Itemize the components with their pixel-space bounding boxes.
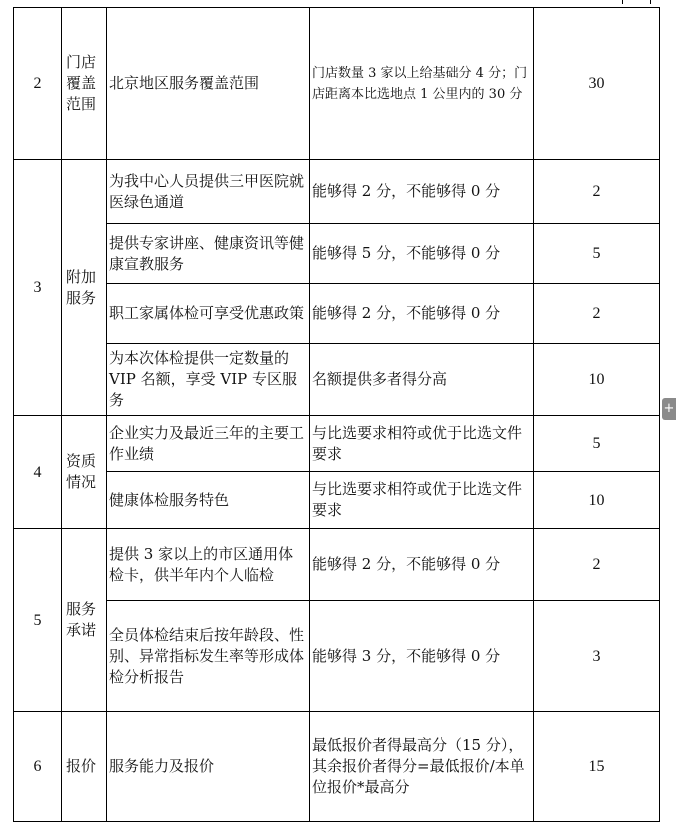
item-cell: 服务能力及报价	[107, 712, 310, 822]
score-cell: 2	[534, 529, 660, 601]
score-cell: 5	[534, 416, 660, 472]
table-row	[14, 712, 660, 822]
expand-plus-icon[interactable]: +	[662, 398, 676, 420]
table-row	[14, 8, 660, 160]
table-row	[14, 416, 660, 472]
table-row	[14, 284, 660, 344]
criteria-cell: 与比选要求相符或优于比选文件要求	[310, 472, 534, 529]
category-cell: 资质情况	[62, 416, 107, 529]
criteria-cell: 能够得 2 分，不能够得 0 分	[310, 160, 534, 224]
criteria-cell: 能够得 2 分，不能够得 0 分	[310, 284, 534, 344]
row-number: 2	[14, 8, 62, 160]
criteria-cell: 能够得 2 分，不能够得 0 分	[310, 529, 534, 601]
criteria-cell: 最低报价者得最高分（15 分），其余报价者得分=最低报价/本单位报价*最高分	[310, 712, 534, 822]
category-cell: 服务承诺	[62, 529, 107, 712]
scoring-table	[13, 7, 660, 822]
criteria-cell: 能够得 5 分，不能够得 0 分	[310, 224, 534, 284]
item-cell: 职工家属体检可享受优惠政策	[107, 284, 310, 344]
table-row	[14, 160, 660, 224]
criteria-cell: 与比选要求相符或优于比选文件要求	[310, 416, 534, 472]
category-cell: 门店覆盖范围	[62, 8, 107, 160]
row-number: 3	[14, 160, 62, 416]
score-cell: 10	[534, 472, 660, 529]
item-cell: 提供专家讲座、健康资讯等健康宣教服务	[107, 224, 310, 284]
score-cell: 2	[534, 160, 660, 224]
score-cell: 15	[534, 712, 660, 822]
item-cell: 健康体检服务特色	[107, 472, 310, 529]
criteria-cell: 能够得 3 分，不能够得 0 分	[310, 601, 534, 712]
criteria-cell: 门店数量 3 家以上给基础分 4 分；门店距离本比选地点 1 公里内的 30 分	[310, 8, 534, 160]
score-cell: 30	[534, 8, 660, 160]
item-cell: 北京地区服务覆盖范围	[107, 8, 310, 160]
score-cell: 3	[534, 601, 660, 712]
row-number: 5	[14, 529, 62, 712]
item-cell: 为我中心人员提供三甲医院就医绿色通道	[107, 160, 310, 224]
table-row	[14, 601, 660, 712]
table-row	[14, 529, 660, 601]
item-cell: 为本次体检提供一定数量的 VIP 名额，享受 VIP 专区服务	[107, 344, 310, 416]
category-cell: 报价	[62, 712, 107, 822]
table-row	[14, 224, 660, 284]
item-cell: 提供 3 家以上的市区通用体检卡，供半年内个人临检	[107, 529, 310, 601]
table-row	[14, 472, 660, 529]
item-cell: 全员体检结束后按年龄段、性别、异常指标发生率等形成体检分析报告	[107, 601, 310, 712]
category-cell: 附加服务	[62, 160, 107, 416]
page-corner-mark	[622, 0, 652, 4]
score-cell: 5	[534, 224, 660, 284]
table-row	[14, 344, 660, 416]
score-cell: 10	[534, 344, 660, 416]
criteria-cell: 名额提供多者得分高	[310, 344, 534, 416]
item-cell: 企业实力及最近三年的主要工作业绩	[107, 416, 310, 472]
score-cell: 2	[534, 284, 660, 344]
row-number: 6	[14, 712, 62, 822]
row-number: 4	[14, 416, 62, 529]
